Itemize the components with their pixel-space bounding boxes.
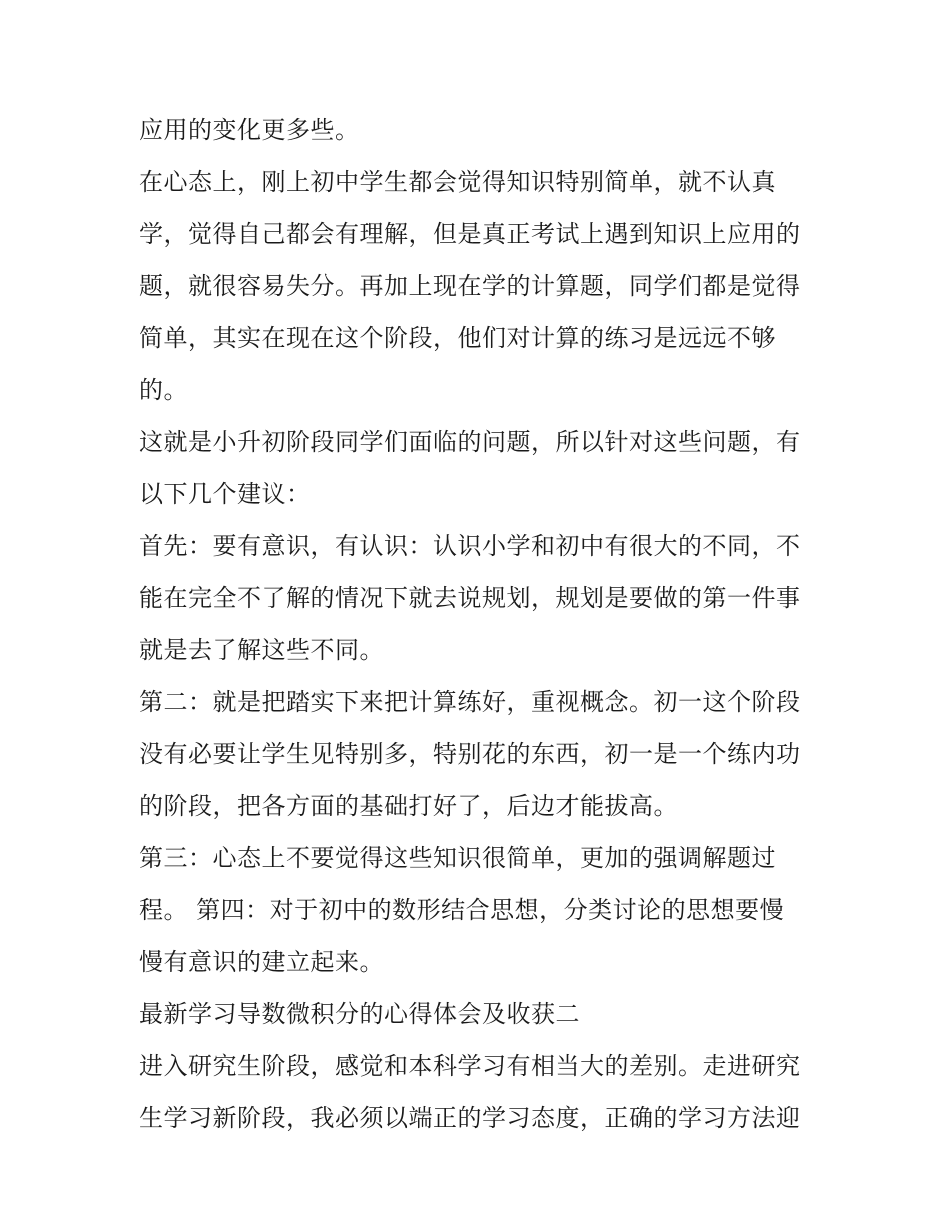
text-line: 第二：就是把踏实下来把计算练好，重视概念。初一这个阶段 [139,688,801,716]
text-line: 就是去了解这些不同。 [139,636,384,664]
text-line: 第三：心态上不要觉得这些知识很简单，更加的强调解题过 [139,844,776,872]
text-line: 生学习新阶段，我必须以端正的学习态度，正确的学习方法迎 [139,1104,801,1132]
text-line: 以下几个建议： [139,480,311,508]
text-line: 应用的变化更多些。 [139,116,360,144]
text-line: 没有必要让学生见特别多，特别花的东西，初一是一个练内功 [139,740,801,768]
text-line: 程。 第四：对于初中的数形结合思想，分类讨论的思想要慢 [139,896,785,924]
section-heading: 最新学习导数微积分的心得体会及收获二 [139,1000,580,1028]
text-line: 慢有意识的建立起来。 [139,948,384,976]
text-line: 这就是小升初阶段同学们面临的问题，所以针对这些问题，有 [139,428,801,456]
text-line: 学，觉得自己都会有理解，但是真正考试上遇到知识上应用的 [139,220,801,248]
text-line: 题，就很容易失分。再加上现在学的计算题，同学们都是觉得 [139,272,801,300]
text-line: 进入研究生阶段，感觉和本科学习有相当大的差别。走进研究 [139,1052,801,1080]
document-body [139,104,829,1144]
text-line: 的阶段，把各方面的基础打好了，后边才能拔高。 [139,792,678,820]
text-line: 首先：要有意识，有认识：认识小学和初中有很大的不同，不 [139,532,801,560]
text-line: 在心态上，刚上初中学生都会觉得知识特别简单，就不认真 [139,168,776,196]
text-line: 能在完全不了解的情况下就去说规划，规划是要做的第一件事 [139,584,801,612]
text-line: 简单，其实在现在这个阶段，他们对计算的练习是远远不够 [139,324,776,352]
text-line: 的。 [139,376,188,404]
